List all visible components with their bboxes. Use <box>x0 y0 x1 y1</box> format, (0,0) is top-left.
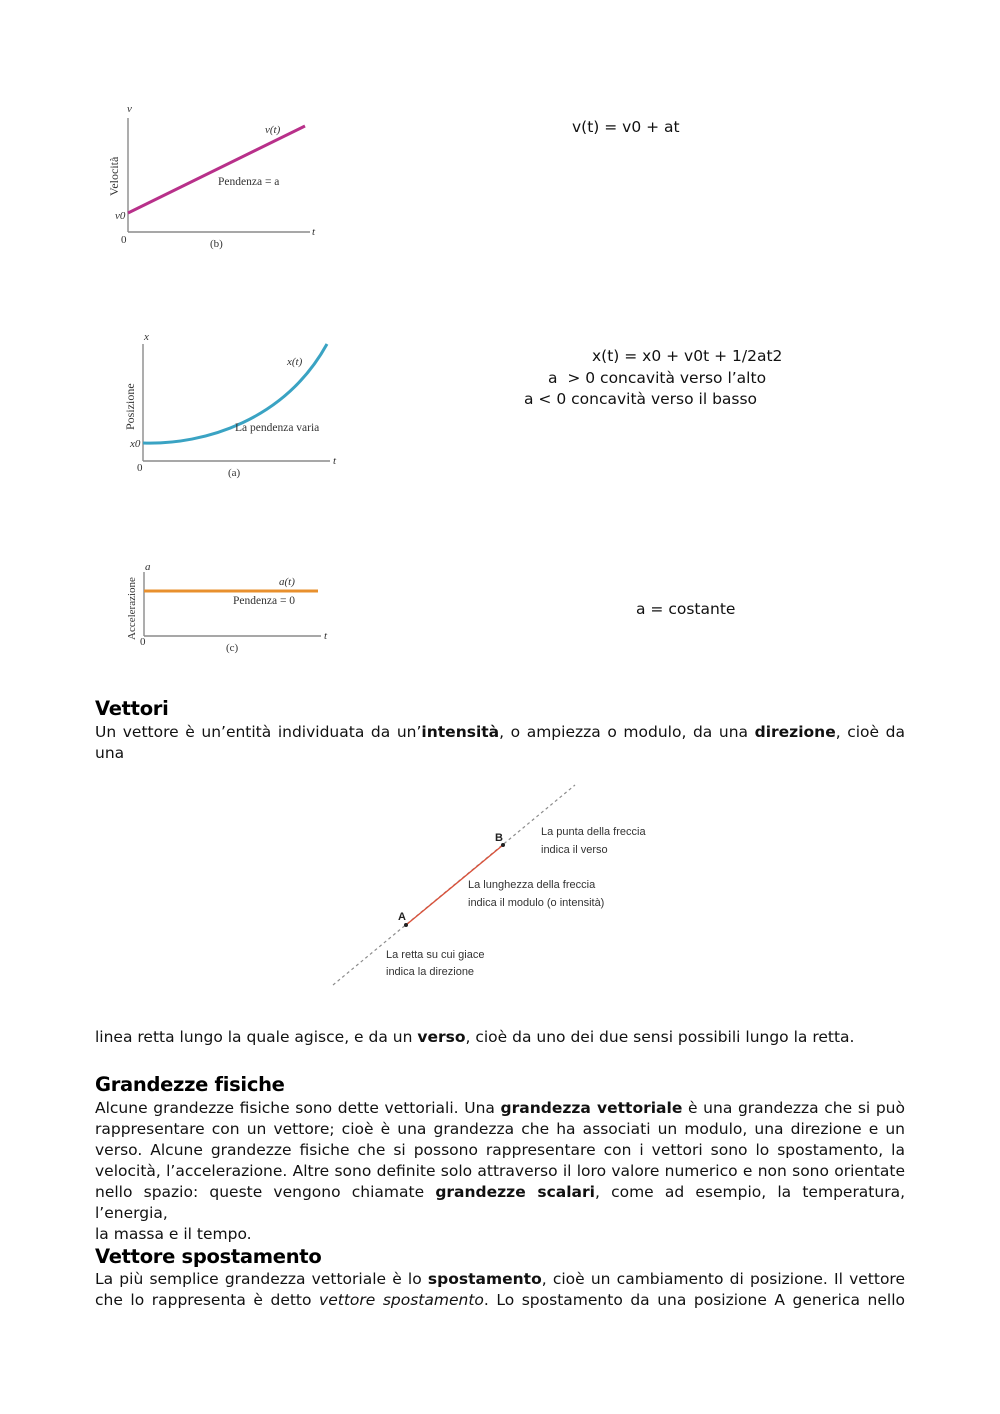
velocity-x-letter: t <box>312 226 316 238</box>
grandezze-text: la massa e il tempo. <box>95 1225 252 1243</box>
acceleration-x-letter: t <box>324 630 328 642</box>
spostamento-text: che lo rappresenta è detto <box>95 1291 320 1309</box>
grandezze-text: Alcune grandezze fisiche sono dette vettoriali. Una <box>95 1099 501 1117</box>
position-slope-label: La pendenza varia <box>235 422 320 434</box>
tip-label-line2: indica il verso <box>541 844 608 856</box>
grandezze-heading: Grandezze fisiche <box>95 1073 285 1096</box>
acceleration-panel-label: (c) <box>226 642 239 654</box>
line-label-line2: indica la direzione <box>386 966 475 978</box>
position-graph <box>115 330 360 485</box>
grandezze-text: velocità, l’accelerazione. Altre sono definite solo attraverso il loro valore numerico e non sono orientate <box>95 1162 905 1180</box>
grandezze-text: è una grandezza che si può <box>682 1099 905 1117</box>
position-panel-label: (a) <box>228 467 241 479</box>
velocity-origin-value: v0 <box>115 210 126 222</box>
spostamento-text: , cioè un cambiamento di posizione. Il vettore <box>541 1270 905 1288</box>
velocity-curve-label: v(t) <box>265 124 281 136</box>
vettori-text: Un vettore è un’entità individuata da un’ <box>95 723 422 741</box>
velocity-y-letter: v <box>127 103 132 115</box>
position-y-letter: x <box>144 331 149 343</box>
position-formula-line1: x(t) = x0 + v0t + 1/2at2 <box>592 347 783 365</box>
acceleration-curve-label: a(t) <box>279 576 295 588</box>
point-a-label: A <box>398 911 406 923</box>
length-label-line1: La lunghezza della freccia <box>468 879 596 891</box>
velocity-formula: v(t) = v0 + at <box>572 118 680 136</box>
vettori-text: , cioè da uno dei due sensi possibili lungo la retta. <box>465 1028 855 1046</box>
point-a-dot <box>404 923 408 927</box>
position-formula-line2: a > 0 concavità verso l’alto <box>548 369 767 387</box>
spostamento-text: La più semplice grandezza vettoriale è lo <box>95 1270 428 1288</box>
grandezze-text: rappresentare con un vettore; cioè è una grandezza che ha associati un modulo, una direzione e un <box>95 1120 905 1138</box>
term-spostamento: spostamento <box>427 1270 542 1288</box>
vettori-text: linea retta lungo la quale agisce, e da un <box>95 1028 418 1046</box>
grandezze-text: nello spazio: queste vengono chiamate <box>95 1183 436 1201</box>
vettori-heading: Vettori <box>95 697 169 720</box>
position-y-title: Posizione <box>123 383 137 430</box>
position-x-letter: t <box>333 455 337 467</box>
vettori-text: , cioè da una <box>95 723 905 762</box>
velocity-origin-zero: 0 <box>121 234 127 246</box>
tip-label-line1: La punta della freccia <box>541 826 646 838</box>
vettori-text: , o ampiezza o modulo, da una <box>499 723 755 741</box>
velocity-line <box>128 126 305 213</box>
point-b-label: B <box>495 832 503 844</box>
acceleration-y-letter: a <box>145 561 151 573</box>
term-grandezza-vettoriale: grandezza vettoriale <box>500 1099 683 1117</box>
grandezze-text: , come ad esempio, la temperatura, l’energia, <box>95 1183 906 1222</box>
term-intensita: intensità <box>421 723 500 741</box>
acceleration-formula: a = costante <box>636 600 736 618</box>
velocity-y-title: Velocità <box>107 156 121 196</box>
grandezze-paragraph <box>95 1098 905 1245</box>
position-origin-value: x0 <box>130 438 141 450</box>
term-verso: verso <box>417 1028 466 1046</box>
vector-figure <box>325 775 665 995</box>
velocity-slope-label: Pendenza = a <box>218 176 280 188</box>
velocity-graph <box>100 100 360 265</box>
acceleration-slope-label: Pendenza = 0 <box>233 595 296 607</box>
term-direzione: direzione <box>754 723 836 741</box>
length-label-line2: indica il modulo (o intensità) <box>468 897 605 909</box>
vettori-paragraph-line1 <box>95 722 905 764</box>
acceleration-origin-zero: 0 <box>140 636 146 648</box>
position-origin-zero: 0 <box>137 462 143 474</box>
position-formula-line3: a < 0 concavità verso il basso <box>524 390 758 408</box>
acceleration-y-title: Accelerazione <box>126 577 138 640</box>
term-grandezze-scalari: grandezze scalari <box>435 1183 595 1201</box>
spostamento-text: . Lo spostamento da una posizione A generica nello <box>483 1291 905 1309</box>
grandezze-text: verso. Alcune grandezze fisiche che si possono rappresentare con i vettori sono lo spostamento, la <box>95 1141 905 1159</box>
spostamento-heading: Vettore spostamento <box>95 1245 322 1268</box>
acceleration-graph <box>118 560 348 660</box>
line-label-line1: La retta su cui giace <box>386 949 485 961</box>
vettori-paragraph-line2 <box>95 1027 905 1048</box>
term-vettore-spostamento: vettore spostamento <box>319 1291 484 1309</box>
spostamento-paragraph <box>95 1269 905 1311</box>
velocity-panel-label: (b) <box>210 238 223 250</box>
position-curve-label: x(t) <box>287 356 303 368</box>
